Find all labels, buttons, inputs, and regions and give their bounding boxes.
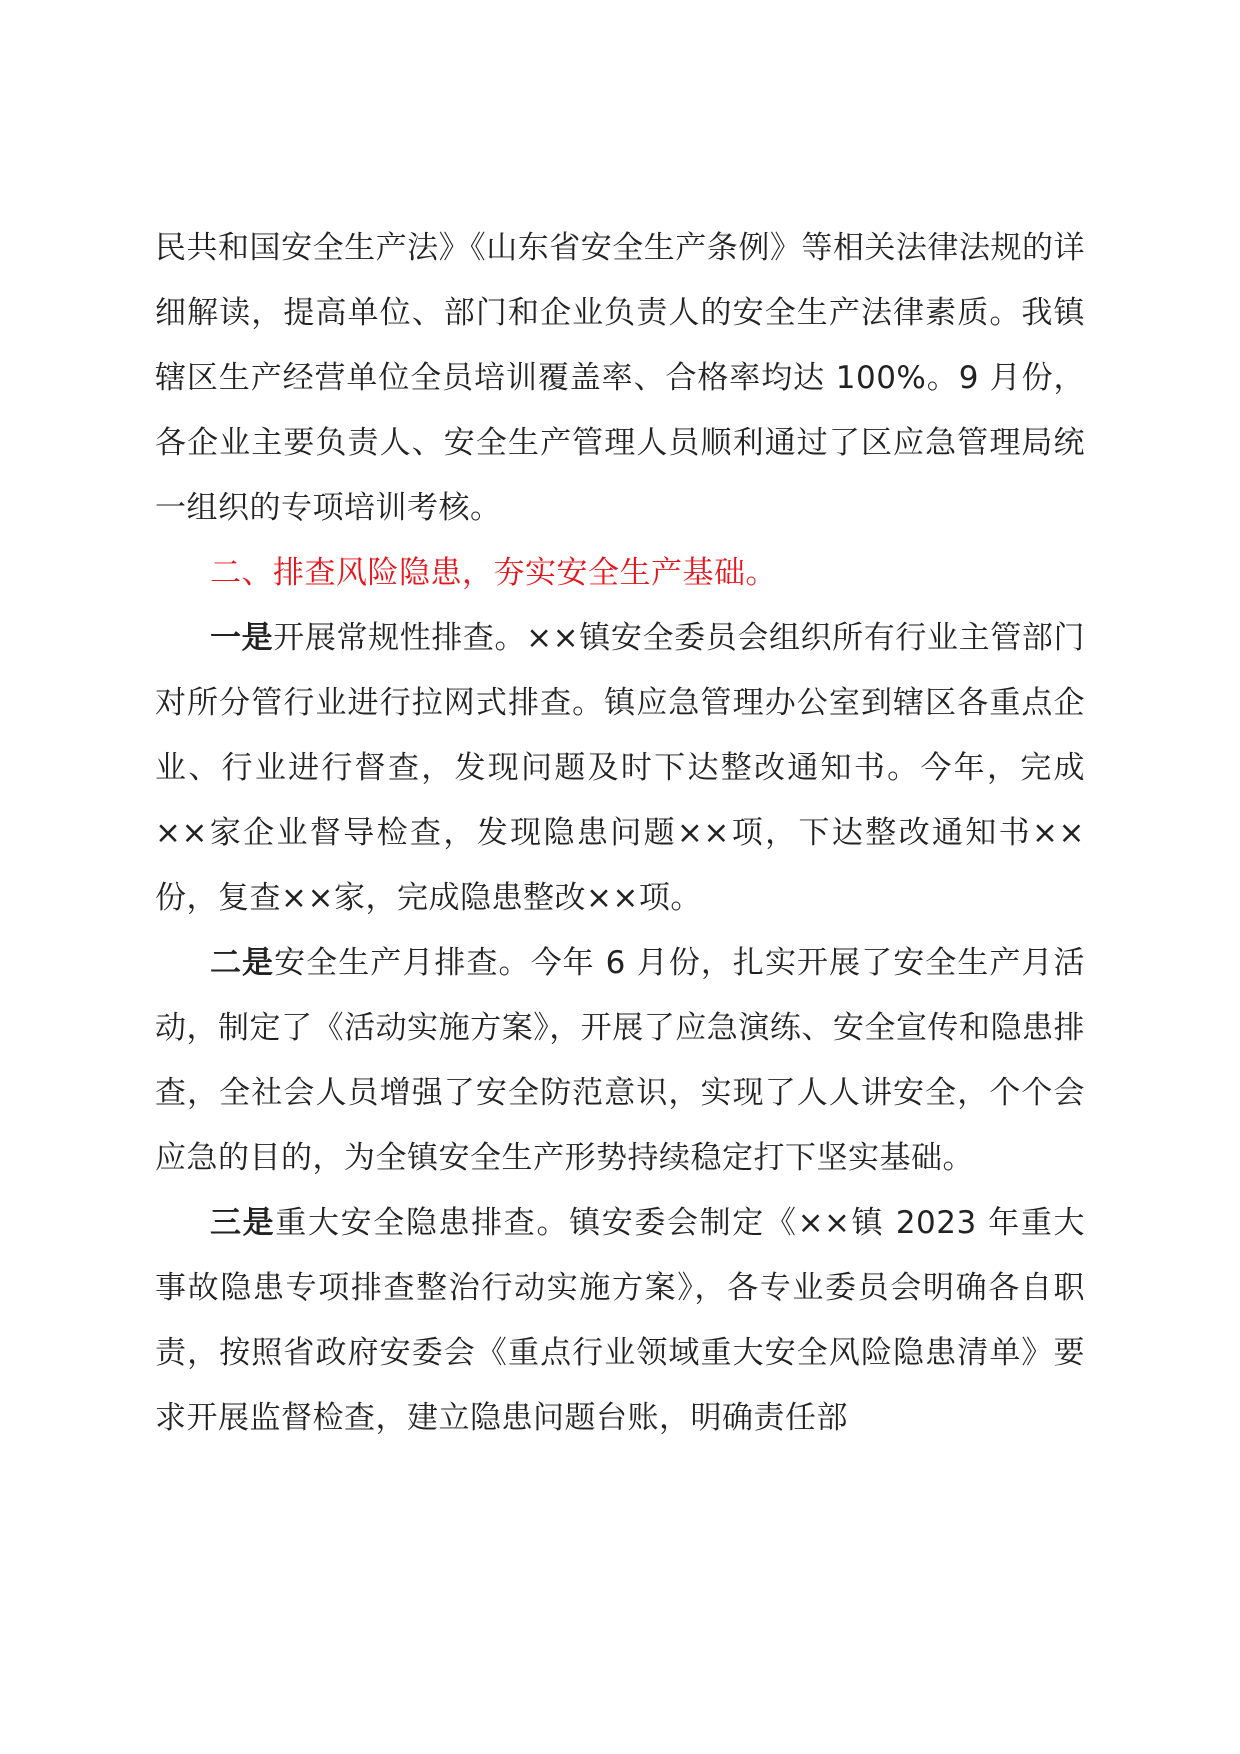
section-heading: 二、排查风险隐患，夯实安全生产基础。 bbox=[210, 555, 777, 591]
paragraph-item-2 bbox=[155, 931, 1085, 1191]
paragraph-item-1 bbox=[155, 606, 1085, 931]
item-lead: 三是 bbox=[210, 1205, 276, 1241]
paragraph-continued: 民共和国安全生产法》《山东省安全生产条例》等相关法律法规的详细解读，提高单位、部门和企业负责人的安全生产法律素质。我镇辖区生产经营单位全员培训覆盖率、合格率均达 100%。9 月份，各企业主要负责人、安全生产管理人员顺利通过了区应急管理局统一组织的专项培训考核。 bbox=[155, 230, 1085, 526]
item-lead: 二是 bbox=[210, 945, 275, 981]
item-text: 开展常规性排查。××镇安全委员会组织所有行业主管部门对所分管行业进行拉网式排查。镇应急管理办公室到辖区各重点企业、行业进行督查，发现问题及时下达整改通知书。今年，完成××家企业督导检查，发现隐患问题××项，下达整改通知书××份，复查××家，完成隐患整改××项。 bbox=[155, 620, 1085, 916]
document-page bbox=[155, 216, 1085, 1451]
item-lead: 一是 bbox=[210, 620, 274, 656]
paragraph-item-3 bbox=[155, 1191, 1085, 1451]
item-text: 重大安全隐患排查。镇安委会制定《××镇 2023 年重大事故隐患专项排查整治行动实施方案》，各专业委员会明确各自职责，按照省政府安委会《重点行业领域重大安全风险隐患清单》要求开展监督检查，建立隐患问题台账，明确责任部 bbox=[155, 1205, 1085, 1436]
item-text: 安全生产月排查。今年 6 月份，扎实开展了安全生产月活动，制定了《活动实施方案》，开展了应急演练、安全宣传和隐患排查，全社会人员增强了安全防范意识，实现了人人讲安全，个个会应急的目的，为全镇安全生产形势持续稳定打下坚实基础。 bbox=[155, 945, 1086, 1176]
